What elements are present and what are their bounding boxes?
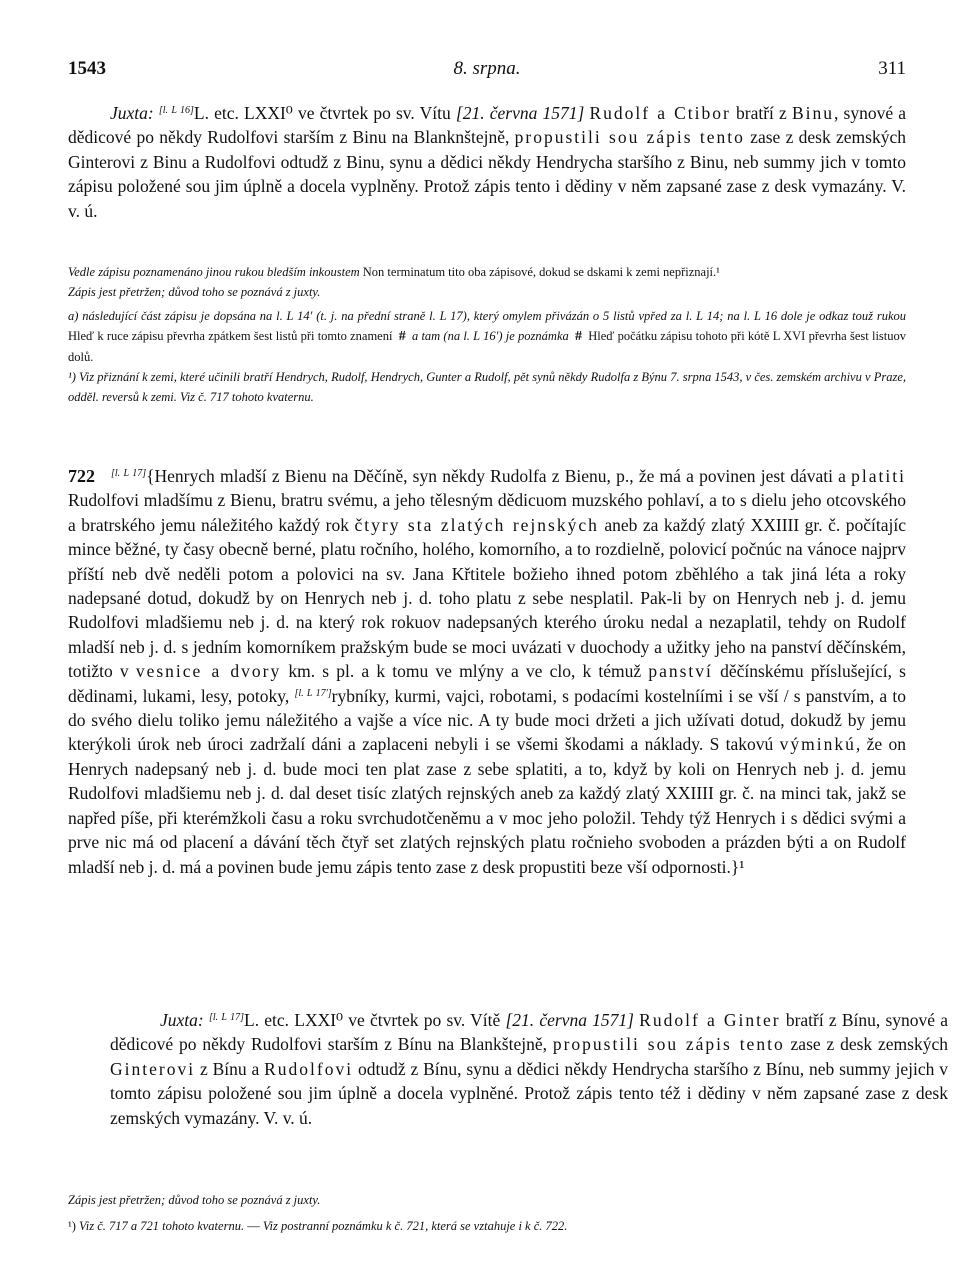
header-page-number: 311 — [878, 58, 906, 79]
header-year: 1543 — [68, 58, 106, 79]
folio-marker: [l. L 17] — [208, 1012, 245, 1023]
header-date: 8. srpna. — [453, 58, 521, 79]
date-bracket: [21. června 1571] — [455, 103, 585, 123]
hash-mark: # — [575, 329, 582, 344]
entry-number: 722 — [68, 466, 95, 486]
folio-marker: [l. L 17] — [111, 468, 147, 479]
footnote: ¹) Viz č. 717 a 721 tohoto kvaternu. — Viz postranní poznámku k č. 721, která se vztahuje i k č. 722. — [68, 1219, 568, 1233]
note-a: a) následující část zápisu je dopsána na l. L 14′ (t. j. na přední straně l. L 17), který omylem přivázán o 5 listů vpřed za l. L 14; na l. L 16 dole je odkaz touž rukou Hleď k ruce zápisu převrha zpátkem šest listů při tomto znamení # a tam (na l. L 16′) je poznámka # Hleď počátku zápisu tohoto při kótě L XVI převrha šest listuov dolů. — [68, 309, 907, 364]
names-spaced: Rudolf a Ctibor — [589, 103, 731, 123]
notes-block-1 — [68, 262, 906, 407]
folio-marker: [l. L 16] — [158, 105, 194, 116]
note-line: Zápis jest přetržen; důvod toho se poznává z juxty. — [68, 285, 321, 299]
juxta-label: Juxta: — [160, 1010, 204, 1030]
folio-marker: [l. L 17′] — [294, 687, 332, 699]
footnote: ¹) Viz přiznání k zemi, které učinili bratří Hendrych, Rudolf, Hendrych, Gunter a Rudolf, pět synů někdy Rudolfa z Býnu 7. srpna 1543, v čes. zemském archivu v Praze, odděl. reversů k zemi. Viz č. 717 tohoto kvaternu. — [68, 370, 906, 404]
note-line: Vedle zápisu poznamenáno jinou rukou bledším inkoustem Non terminatum tito oba zápisové, dokud se dskami k zemi nepřiznají.¹ — [68, 265, 720, 279]
juxta-paragraph-2: Juxta: [l. L 17]L. etc. LXXI⁰ ve čtvrtek po sv. Vítě [21. června 1571] Rudolf a Ginter bratří z Bínu, synové a dědicové po někdy Rudolfovi starším z Bínu na Blankštejně, propustili sou zápis tento zase z desk zemských Ginterovi z Bínu a Rudolfovi odtudž z Bínu, synu a dědici někdy Hendrycha staršího z Bínu, neb summy jejich v tomto zápisu položené sou jim úplně a docela vyplněné. Protož zápis tento též i dědiny v něm zapsané zase z desk zemských vymazány. V. v. ú. — [110, 1010, 949, 1128]
note-line: Zápis jest přetržen; důvod toho se poznává z juxty. — [68, 1193, 321, 1207]
entry-722: 722 [l. L 17]{Henrych mladší z Bienu na Děčíně, syn někdy Rudolfa z Bienu, p., že má a povinen jest dávati a platiti Rudolfovi mladšímu z Bienu, bratru svému, a jeho tělesným dědicuom muzského pohlaví, a to s dielu jeho otcovského a bratrského jemu náležitého každý rok čtyry sta zlatých rejnských aneb za každý zlatý XXIIII gr. č. počítajíc mince běžné, ty časy obecně berné, platu ročního, holého, komorního, a to rozdielně, polovicí počnúc na vánoce najprv příští neb dvě neděli potom a polovici na sv. Jana Křtitele božieho ihned potom zběhlého a tak jiná léta a roky nadepsané dotud, dokudž by on Henrych neb j. d. toho platu z sebe nesplatil. Pak-li by on Henrych neb j. d. jemu Rudolfovi mladšiemu neb j. d. na který rok rokuov nadepsaných kterého úroku nedal a nezaplatil, tehdy on Rudolf mladší neb j. d. s jedním komorníkem pražským bude se moci uvázati v duochody a užitky jeho na panství děčínském, totižto v vesnice a dvory km. s pl. a k tomu ve mlýny a ve clo, k témuž panství děčínskému příslušející, s dědinami, lukami, lesy, potoky, [l. L 17′]rybníky, kurmi, vajci, robotami, s podacími kostelníími i se vší / s panstvím, a to do svého dielu toliko jemu náležitého a vajše a více nic. A ty bude moci držeti a jich užívati dotud, dokudž by jemu kterýkoli úrok neb úroci zadržalí dáni a zaplaceni nebyli i se všemi škodami a náklady. S takovú výminkú, že on Henrych nadepsaný neb j. d. bude moci ten plat zase z sebe splatiti, a to, když by koli on Henrych neb j. d. jemu Rudolfovi mladšiemu neb j. d. dal deset tisíc zlatých rejnských aneb za každý zlatý XXIIII gr. č. na minci tak, jakž se napřed píše, při kterémžkoli času a roku svrchudotčeněmu a v moc jeho položil. Tehdy týž Henrych i s dědici svými a prve nic má od placení a dávání těch čtyř set zlatých rejnských platu ročnieho svoboden a prázden býti a on Rudolf mladší neb j. d. má a povinen bude jemu zápis tento zase z desk propustiti beze vší odpornosti.}¹ — [68, 466, 906, 877]
hash-mark: # — [398, 329, 406, 344]
juxta-paragraph-1: Juxta: [l. L 16]L. etc. LXXI⁰ ve čtvrtek po sv. Vítu [21. června 1571] Rudolf a Ctibor bratří z Binu, synové a dědicové po někdy Rudolfovi starším z Binu na Blanknštejně, propustili sou zápis tento zase z desk zemských Ginterovi z Binu a Rudolfovi odtudž z Binu, synu a dědici někdy Hendrycha staršího z Binu, neb summy jich v tomto zápisu položené sou jim úplně a docela vyplněny. Protož zápis tento i dědiny v něm zapsané zase z desk vymazány. V. v. ú. — [68, 103, 907, 221]
page-header — [68, 58, 906, 88]
juxta-label: Juxta: — [110, 103, 154, 123]
date-bracket: [21. června 1571] — [505, 1010, 634, 1030]
notes-block-2 — [68, 1190, 906, 1236]
names-spaced: Rudolf a Ginter — [639, 1010, 781, 1030]
